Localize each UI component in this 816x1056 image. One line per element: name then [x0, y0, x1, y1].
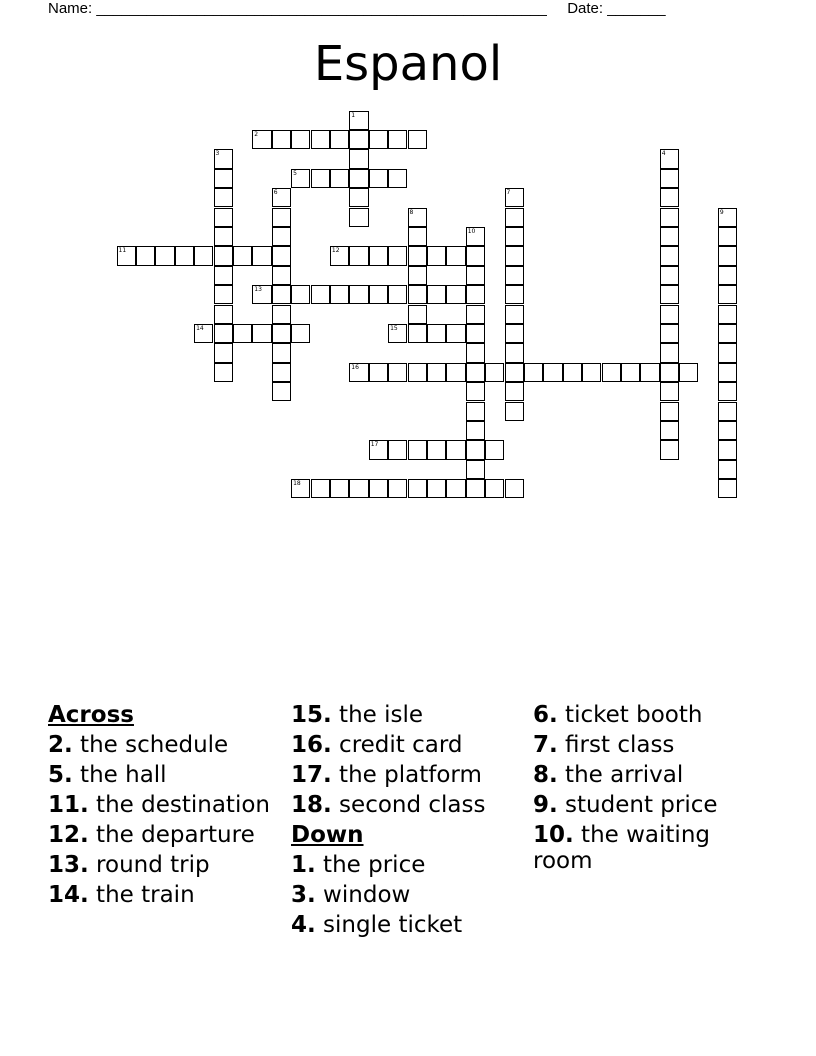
clue-item	[291, 732, 527, 758]
clue-item	[48, 852, 284, 878]
grid-cell[interactable]	[349, 285, 368, 304]
grid-cell[interactable]	[563, 363, 582, 382]
clue-number: 9	[719, 208, 724, 216]
grid-cell[interactable]	[214, 227, 233, 246]
grid-cell[interactable]	[446, 324, 465, 343]
clue-number: 3	[215, 150, 220, 158]
grid-cell[interactable]	[466, 440, 485, 459]
clue-number: 17	[370, 441, 379, 449]
clue-num: 17.	[291, 762, 332, 788]
clue-number: 5	[293, 169, 297, 177]
grid-cell[interactable]	[505, 188, 524, 207]
clue-item	[48, 822, 284, 848]
grid-cell[interactable]	[660, 382, 679, 401]
grid-cell[interactable]	[408, 130, 427, 149]
grid-cell[interactable]	[311, 479, 330, 498]
clue-num: 14.	[48, 882, 89, 908]
grid-cell[interactable]	[369, 285, 388, 304]
grid-cell[interactable]	[505, 208, 524, 227]
grid-cell[interactable]	[330, 169, 349, 188]
clue-text: the train	[88, 882, 195, 908]
grid-cell[interactable]	[466, 479, 485, 498]
grid-cell[interactable]	[427, 363, 446, 382]
grid-cell[interactable]	[330, 246, 349, 265]
clue-number: 18	[293, 480, 301, 488]
grid-cell[interactable]	[291, 285, 310, 304]
clue-text: the waiting room	[533, 822, 710, 874]
clue-num: 11.	[48, 792, 89, 818]
grid-cell[interactable]	[427, 324, 446, 343]
grid-cell[interactable]	[718, 479, 737, 498]
clue-num: 7.	[533, 732, 558, 758]
clue-num: 3.	[291, 882, 316, 908]
clue-num: 2.	[48, 732, 73, 758]
clue-text: second class	[331, 792, 486, 818]
clue-text: ticket booth	[557, 702, 703, 728]
clue-text: credit card	[331, 732, 463, 758]
grid-cell[interactable]	[466, 363, 485, 382]
grid-cell[interactable]	[446, 479, 465, 498]
clue-number: 12	[331, 247, 340, 255]
grid-cell[interactable]	[718, 421, 737, 440]
grid-cell[interactable]	[408, 208, 427, 227]
grid-cell[interactable]	[388, 324, 407, 343]
clue-number: 10	[467, 227, 476, 235]
grid-cell[interactable]	[466, 421, 485, 440]
grid-cell[interactable]	[272, 227, 291, 246]
date-label: Date:	[567, 0, 604, 17]
clue-num: 10.	[533, 822, 574, 848]
grid-cell[interactable]	[660, 208, 679, 227]
clue-num: 15.	[291, 702, 332, 728]
grid-cell[interactable]	[330, 479, 349, 498]
clue-text: the departure	[88, 822, 255, 848]
clue-item	[48, 882, 284, 908]
grid-cell[interactable]	[718, 305, 737, 324]
grid-cell[interactable]	[194, 246, 213, 265]
name-label: Name:	[48, 0, 93, 17]
grid-cell[interactable]	[349, 169, 368, 188]
grid-cell[interactable]	[214, 305, 233, 324]
grid-cell[interactable]	[175, 246, 194, 265]
grid-cell[interactable]	[485, 440, 504, 459]
grid-cell[interactable]	[427, 246, 446, 265]
grid-cell[interactable]	[272, 285, 291, 304]
clue-column-1	[48, 702, 284, 912]
grid-cell[interactable]	[252, 285, 271, 304]
grid-cell[interactable]	[349, 188, 368, 207]
clue-num: 18.	[291, 792, 332, 818]
grid-cell[interactable]	[349, 208, 368, 227]
grid-cell[interactable]	[660, 246, 679, 265]
clue-num: 5.	[48, 762, 73, 788]
clue-text: the platform	[331, 762, 482, 788]
grid-cell[interactable]	[660, 324, 679, 343]
grid-cell[interactable]	[214, 149, 233, 168]
grid-cell[interactable]	[466, 460, 485, 479]
grid-cell[interactable]	[349, 130, 368, 149]
grid-cell[interactable]	[349, 149, 368, 168]
grid-cell[interactable]	[388, 130, 407, 149]
grid-cell[interactable]	[272, 382, 291, 401]
grid-cell[interactable]	[214, 343, 233, 362]
grid-cell[interactable]	[505, 266, 524, 285]
clue-number: 16	[351, 363, 359, 371]
clue-item	[533, 732, 773, 758]
clue-text: single ticket	[315, 912, 463, 938]
grid-cell[interactable]	[602, 363, 621, 382]
grid-cell[interactable]	[505, 363, 524, 382]
clue-item	[291, 702, 527, 728]
grid-cell[interactable]	[349, 363, 368, 382]
clue-number: 8	[409, 208, 414, 216]
clue-num: 6.	[533, 702, 558, 728]
grid-cell[interactable]	[291, 479, 310, 498]
grid-cell[interactable]	[485, 363, 504, 382]
grid-cell[interactable]	[408, 440, 427, 459]
grid-cell[interactable]	[660, 266, 679, 285]
grid-cell[interactable]	[272, 246, 291, 265]
grid-cell[interactable]	[446, 246, 465, 265]
clue-item	[291, 882, 527, 908]
grid-cell[interactable]	[214, 285, 233, 304]
grid-cell[interactable]	[369, 440, 388, 459]
clue-number: 13	[254, 286, 262, 294]
grid-cell[interactable]	[408, 227, 427, 246]
clue-number: 2	[254, 130, 259, 138]
grid-cell[interactable]	[466, 324, 485, 343]
grid-cell[interactable]	[214, 169, 233, 188]
grid-cell[interactable]	[718, 343, 737, 362]
grid-cell[interactable]	[291, 130, 310, 149]
clue-item	[48, 732, 284, 758]
grid-cell[interactable]	[369, 246, 388, 265]
clue-item	[533, 762, 773, 788]
grid-cell[interactable]	[485, 479, 504, 498]
grid-cell[interactable]	[718, 382, 737, 401]
grid-cell[interactable]	[272, 363, 291, 382]
clue-item	[533, 822, 773, 874]
clue-text: first class	[557, 732, 675, 758]
grid-cell[interactable]	[466, 266, 485, 285]
clue-text: the isle	[331, 702, 424, 728]
grid-cell[interactable]	[272, 324, 291, 343]
clue-num: 13.	[48, 852, 89, 878]
clue-num: 9.	[533, 792, 558, 818]
grid-cell[interactable]	[718, 208, 737, 227]
grid-cell[interactable]	[272, 130, 291, 149]
grid-cell[interactable]	[718, 324, 737, 343]
grid-cell[interactable]	[446, 440, 465, 459]
clue-text: the destination	[88, 792, 270, 818]
grid-cell[interactable]	[408, 324, 427, 343]
clue-number: 14	[196, 324, 204, 332]
grid-cell[interactable]	[136, 246, 155, 265]
grid-cell[interactable]	[660, 169, 679, 188]
grid-cell[interactable]	[369, 130, 388, 149]
grid-cell[interactable]	[233, 324, 252, 343]
grid-cell[interactable]	[214, 188, 233, 207]
clue-item	[291, 912, 527, 938]
clue-text: student price	[557, 792, 718, 818]
grid-cell[interactable]	[718, 227, 737, 246]
grid-cell[interactable]	[660, 343, 679, 362]
grid-cell[interactable]	[252, 130, 271, 149]
grid-cell[interactable]	[660, 305, 679, 324]
grid-cell[interactable]	[369, 479, 388, 498]
grid-cell[interactable]	[718, 266, 737, 285]
clue-number: 15	[390, 324, 398, 332]
grid-cell[interactable]	[660, 188, 679, 207]
grid-cell[interactable]	[155, 246, 174, 265]
grid-cell[interactable]	[349, 246, 368, 265]
grid-cell[interactable]	[214, 363, 233, 382]
grid-cell[interactable]	[505, 324, 524, 343]
clue-item	[291, 792, 527, 818]
clue-text: the price	[315, 852, 426, 878]
clue-text: window	[315, 882, 411, 908]
grid-cell[interactable]	[272, 188, 291, 207]
grid-cell[interactable]	[388, 479, 407, 498]
grid-cell[interactable]	[524, 363, 543, 382]
clue-item	[48, 762, 284, 788]
grid-cell[interactable]	[582, 363, 601, 382]
grid-cell[interactable]	[330, 285, 349, 304]
grid-cell[interactable]	[408, 363, 427, 382]
clue-number: 7	[506, 189, 511, 197]
grid-cell[interactable]	[408, 246, 427, 265]
grid-cell[interactable]	[466, 382, 485, 401]
grid-cell[interactable]	[214, 324, 233, 343]
clue-item	[291, 852, 527, 878]
clue-text: the hall	[72, 762, 167, 788]
clue-num: 4.	[291, 912, 316, 938]
grid-cell[interactable]	[388, 440, 407, 459]
grid-cell[interactable]	[718, 440, 737, 459]
grid-cell[interactable]	[194, 324, 213, 343]
grid-cell[interactable]	[233, 246, 252, 265]
grid-cell[interactable]	[718, 246, 737, 265]
grid-cell[interactable]	[214, 246, 233, 265]
grid-cell[interactable]	[408, 305, 427, 324]
across-heading: Across	[48, 702, 134, 728]
grid-cell[interactable]	[272, 305, 291, 324]
clue-item	[291, 762, 527, 788]
clue-text: the arrival	[557, 762, 684, 788]
grid-cell[interactable]	[660, 285, 679, 304]
grid-cell[interactable]	[252, 246, 271, 265]
grid-cell[interactable]	[369, 169, 388, 188]
grid-cell[interactable]	[505, 305, 524, 324]
grid-cell[interactable]	[505, 246, 524, 265]
down-clue-list	[291, 852, 527, 938]
name-blank[interactable]: ______________________________________________________	[96, 0, 547, 17]
crossword-grid	[0, 0, 816, 520]
grid-cell[interactable]	[446, 363, 465, 382]
grid-cell[interactable]	[311, 169, 330, 188]
grid-cell[interactable]	[349, 479, 368, 498]
grid-cell[interactable]	[117, 246, 136, 265]
grid-cell[interactable]	[272, 208, 291, 227]
grid-cell[interactable]	[408, 285, 427, 304]
grid-cell[interactable]	[679, 363, 698, 382]
grid-cell[interactable]	[660, 227, 679, 246]
grid-cell[interactable]	[466, 343, 485, 362]
grid-cell[interactable]	[291, 169, 310, 188]
grid-cell[interactable]	[505, 402, 524, 421]
grid-cell[interactable]	[660, 149, 679, 168]
clue-number: 11	[118, 247, 127, 255]
clue-column-2	[291, 702, 527, 942]
clue-number: 6	[273, 189, 278, 197]
across-clue-list	[48, 732, 284, 908]
grid-cell[interactable]	[660, 363, 679, 382]
clue-item	[533, 702, 773, 728]
clue-num: 12.	[48, 822, 89, 848]
grid-cell[interactable]	[543, 363, 562, 382]
clue-text: the schedule	[72, 732, 229, 758]
across-clue-list-cont	[291, 702, 527, 818]
clue-text: round trip	[88, 852, 210, 878]
clue-item	[533, 792, 773, 818]
grid-cell[interactable]	[330, 130, 349, 149]
grid-cell[interactable]	[466, 305, 485, 324]
grid-cell[interactable]	[660, 440, 679, 459]
grid-cell[interactable]	[408, 266, 427, 285]
grid-cell[interactable]	[214, 266, 233, 285]
grid-cell[interactable]	[291, 324, 310, 343]
grid-cell[interactable]	[272, 266, 291, 285]
grid-cell[interactable]	[311, 130, 330, 149]
clue-column-3	[533, 702, 773, 878]
grid-cell[interactable]	[505, 479, 524, 498]
grid-cell[interactable]	[388, 246, 407, 265]
grid-cell[interactable]	[505, 227, 524, 246]
grid-cell[interactable]	[427, 440, 446, 459]
grid-cell[interactable]	[388, 285, 407, 304]
grid-cell[interactable]	[388, 363, 407, 382]
grid-cell[interactable]	[427, 285, 446, 304]
clue-item	[48, 792, 284, 818]
grid-cell[interactable]	[427, 479, 446, 498]
grid-cell[interactable]	[446, 285, 465, 304]
grid-cell[interactable]	[369, 363, 388, 382]
grid-cell[interactable]	[718, 402, 737, 421]
down-clue-list-cont	[533, 702, 773, 874]
grid-cell[interactable]	[505, 285, 524, 304]
grid-cell[interactable]	[718, 363, 737, 382]
clue-num: 16.	[291, 732, 332, 758]
grid-cell[interactable]	[311, 285, 330, 304]
grid-cell[interactable]	[466, 402, 485, 421]
grid-cell[interactable]	[388, 169, 407, 188]
grid-cell[interactable]	[466, 285, 485, 304]
grid-cell[interactable]	[505, 343, 524, 362]
down-heading: Down	[291, 822, 364, 848]
grid-cell[interactable]	[214, 208, 233, 227]
clue-num: 1.	[291, 852, 316, 878]
grid-cell[interactable]	[660, 402, 679, 421]
clue-number: 4	[661, 150, 666, 158]
clue-num: 8.	[533, 762, 558, 788]
page-title: Espanol	[313, 36, 503, 92]
grid-cell[interactable]	[718, 285, 737, 304]
grid-cell[interactable]	[252, 324, 271, 343]
grid-cell[interactable]	[621, 363, 640, 382]
clue-number: 1	[351, 111, 356, 119]
grid-cell[interactable]	[466, 227, 485, 246]
grid-cell[interactable]	[660, 421, 679, 440]
grid-cell[interactable]	[466, 246, 485, 265]
grid-cell[interactable]	[349, 111, 368, 130]
grid-cell[interactable]	[505, 382, 524, 401]
grid-cell[interactable]	[718, 460, 737, 479]
grid-cell[interactable]	[640, 363, 659, 382]
date-blank[interactable]: _______	[607, 0, 666, 17]
grid-cell[interactable]	[408, 479, 427, 498]
grid-cell[interactable]	[272, 343, 291, 362]
